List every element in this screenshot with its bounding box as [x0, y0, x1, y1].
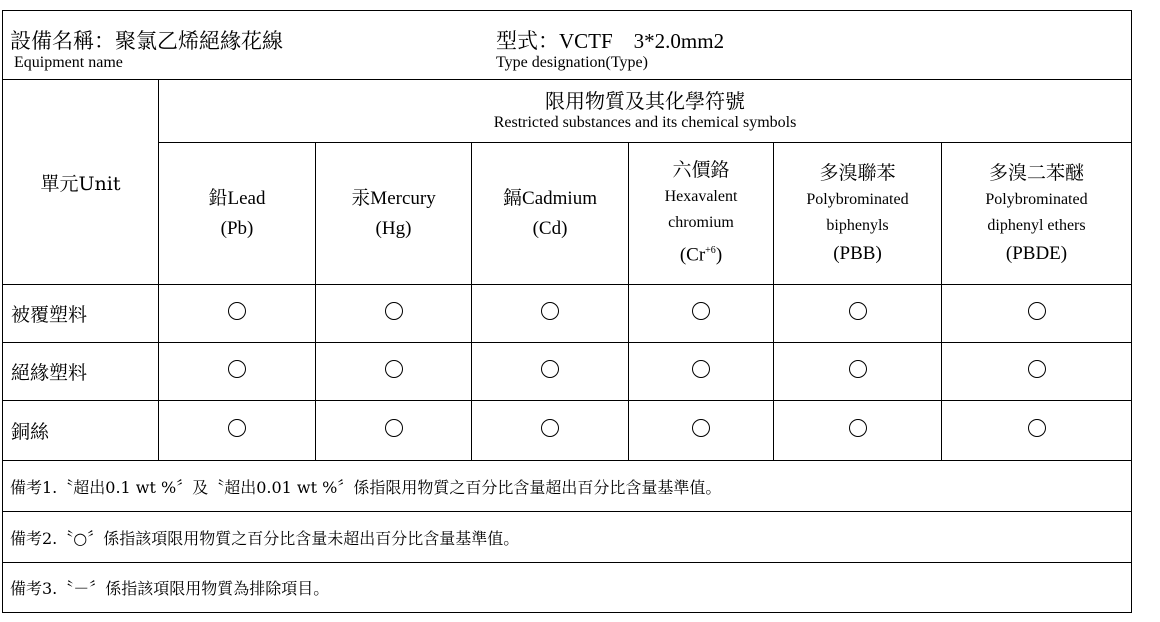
status-cell [774, 285, 942, 343]
circle-mark-icon [228, 302, 246, 320]
chromium-zh: 六價鉻 [672, 159, 730, 182]
circle-mark-icon [692, 302, 710, 320]
cadmium-en: Cadmium [522, 188, 597, 209]
group-title-zh: 限用物質及其化學符號 [545, 89, 745, 113]
circle-mark-icon [849, 302, 867, 320]
status-cell [316, 343, 472, 401]
equipment-name-label-en: Equipment name [14, 54, 123, 71]
status-cell [159, 285, 316, 343]
chromium-en-2: chromium [668, 214, 734, 232]
mercury-zh: 汞 [351, 187, 371, 209]
note-1: 備考1.〝超出0.1 wt %〞及〝超出0.01 wt %〞係指限用物質之百分比含量超出百分比含量基準值。 [3, 461, 1132, 512]
note-2: 備考2.〝○〞係指該項限用物質之百分比含量未超出百分比含量基準值。 [3, 512, 1132, 563]
pbde-en-2: diphenyl ethers [987, 216, 1086, 234]
lead-en: Lead [227, 188, 266, 209]
row-label: 被覆塑料 [3, 285, 159, 343]
chromium-en-1: Hexavalent [664, 188, 738, 206]
circle-mark-icon [228, 360, 246, 378]
column-header-hexavalent-chromium [629, 143, 774, 285]
column-header-cadmium [472, 143, 629, 285]
mercury-en: Mercury [370, 188, 436, 209]
pbde-zh: 多溴二苯醚 [989, 161, 1085, 184]
unit-header: 單元Unit [3, 80, 159, 285]
cadmium-zh: 鎘 [503, 187, 523, 209]
circle-mark-icon [541, 360, 559, 378]
mercury-symbol: (Hg) [375, 218, 412, 239]
status-cell [159, 343, 316, 401]
circle-mark-icon [385, 419, 403, 437]
status-cell [942, 401, 1132, 461]
table-row [3, 285, 1132, 343]
circle-mark-icon [692, 360, 710, 378]
column-header-pbde [942, 143, 1132, 285]
pbb-en-2: biphenyls [826, 216, 889, 234]
circle-mark-icon [541, 302, 559, 320]
cadmium-symbol: (Cd) [532, 218, 568, 239]
status-cell [472, 285, 629, 343]
status-cell [942, 285, 1132, 343]
row-label: 銅絲 [3, 401, 159, 461]
status-cell [774, 401, 942, 461]
circle-mark-icon [1028, 360, 1046, 378]
status-cell [942, 343, 1132, 401]
status-cell [159, 401, 316, 461]
status-cell [629, 285, 774, 343]
circle-mark-icon [849, 419, 867, 437]
circle-mark-icon [692, 419, 710, 437]
pbde-en-1: Polybrominated [985, 190, 1088, 208]
pbb-zh: 多溴聯苯 [819, 161, 896, 184]
circle-mark-icon [1028, 419, 1046, 437]
type-designation-label-en: Type designation(Type) [496, 54, 648, 71]
restricted-substances-group-header [159, 80, 1132, 143]
status-cell [774, 343, 942, 401]
table-row [3, 343, 1132, 401]
status-cell [472, 401, 629, 461]
equipment-header [3, 11, 1132, 80]
table-row [3, 401, 1132, 461]
circle-mark-icon [385, 302, 403, 320]
status-cell [629, 343, 774, 401]
column-header-pbb [774, 143, 942, 285]
status-cell [629, 401, 774, 461]
chromium-symbol: $(Cr^{+6})$ [679, 244, 723, 266]
circle-mark-icon [541, 419, 559, 437]
pbb-en-1: Polybrominated [806, 190, 909, 208]
circle-mark-icon [228, 419, 246, 437]
lead-zh: 鉛 [208, 187, 228, 209]
column-header-mercury [316, 143, 472, 285]
pbb-symbol: (PBB) [833, 242, 882, 264]
restricted-substances-table [2, 10, 1132, 613]
equipment-name-label: 設備名稱：聚氯乙烯絕緣花線 [10, 29, 283, 53]
status-cell [316, 285, 472, 343]
note-3: 備考3.〝－〞係指該項限用物質為排除項目。 [3, 563, 1132, 613]
group-title-en: Restricted substances and its chemical symbols [493, 114, 797, 131]
status-cell [472, 343, 629, 401]
type-designation-label: 型式：VCTF 3*2.0mm2 [496, 29, 725, 53]
circle-mark-icon [1028, 302, 1046, 320]
status-cell [316, 401, 472, 461]
circle-mark-icon [385, 360, 403, 378]
row-label: 絕緣塑料 [3, 343, 159, 401]
column-header-lead [159, 143, 316, 285]
lead-symbol: (Pb) [220, 218, 254, 239]
circle-mark-icon [849, 360, 867, 378]
pbde-symbol: (PBDE) [1005, 242, 1068, 264]
